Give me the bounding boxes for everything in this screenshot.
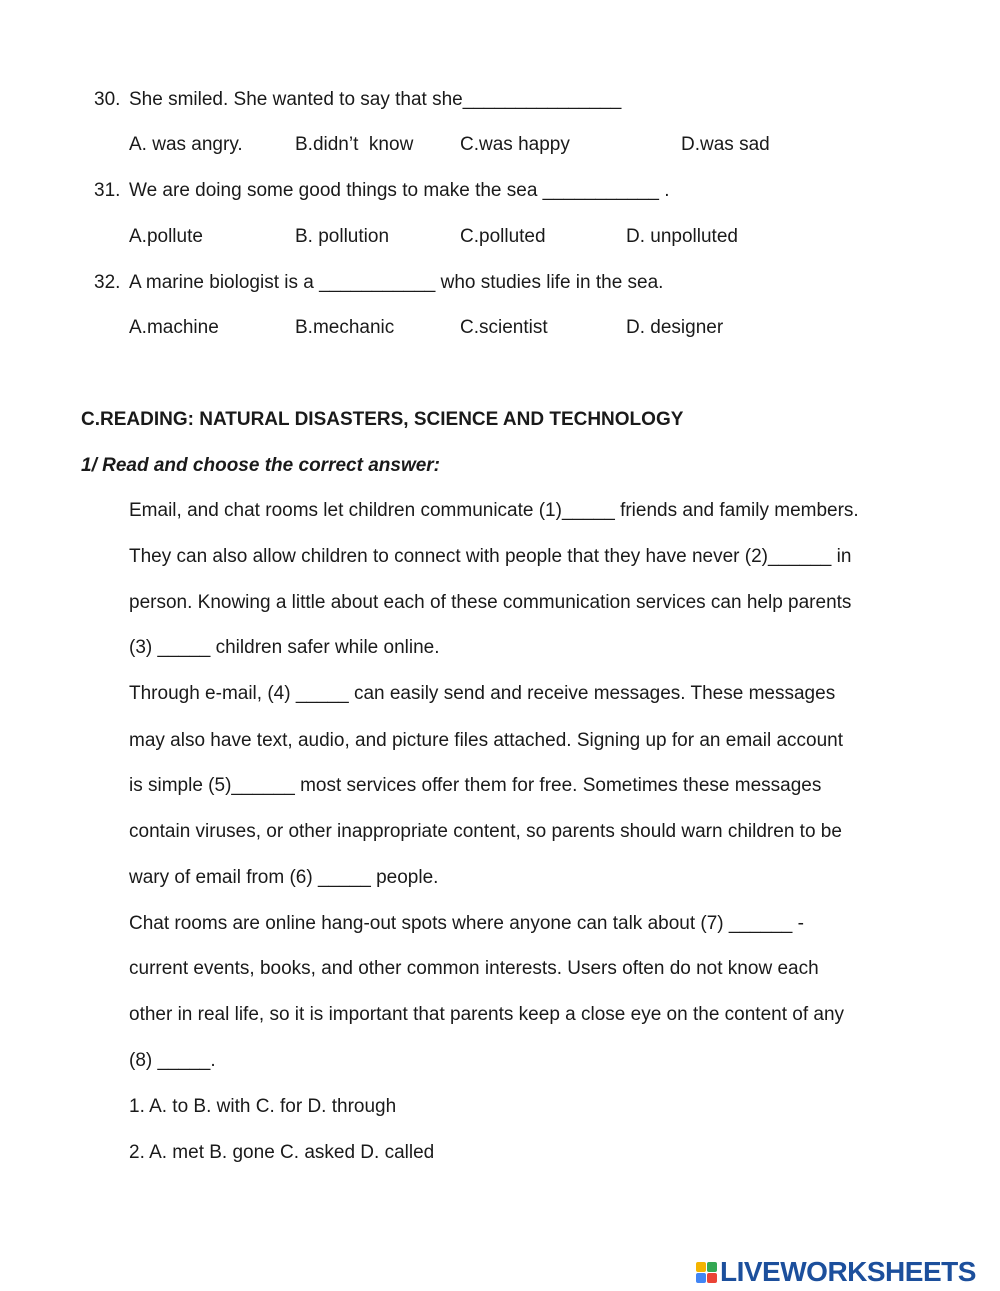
- question-31-text: We are doing some good things to make the sea ___________ .: [129, 180, 670, 201]
- passage-line: is simple (5)______ most services offer them for free. Sometimes these messages: [129, 775, 822, 796]
- logo-text: LIVEWORKSHEETS: [720, 1256, 976, 1287]
- passage-line: may also have text, audio, and picture files attached. Signing up for an email account: [129, 730, 843, 751]
- passage-line: current events, books, and other common interests. Users often do not know each: [129, 958, 819, 979]
- passage-line: Email, and chat rooms let children communicate (1)_____ friends and family members.: [129, 500, 859, 521]
- question-32-option-c: C.scientist: [460, 317, 548, 338]
- question-32-text: A marine biologist is a ___________ who studies life in the sea.: [129, 272, 664, 293]
- section-instruction: 1/ Read and choose the correct answer:: [81, 455, 441, 476]
- passage-line: contain viruses, or other inappropriate content, so parents should warn children to be: [129, 821, 842, 842]
- logo-tile: [696, 1262, 706, 1272]
- passage-line: (3) _____ children safer while online.: [129, 637, 440, 658]
- question-32-option-a: A.machine: [129, 317, 219, 338]
- question-30-option-b: B.didn’t know: [295, 134, 414, 155]
- passage-line: wary of email from (6) _____ people.: [129, 867, 439, 888]
- question-31-option-a: A.pollute: [129, 226, 203, 247]
- question-30-number: 30.: [94, 89, 121, 110]
- logo-tile: [707, 1273, 717, 1283]
- passage-line: person. Knowing a little about each of these communication services can help parents: [129, 592, 852, 613]
- logo-tile: [696, 1273, 706, 1283]
- passage-line: Through e-mail, (4) _____ can easily send and receive messages. These messages: [129, 683, 836, 704]
- answer-choice-2: 2. A. met B. gone C. asked D. called: [129, 1142, 435, 1163]
- section-title: C.READING: NATURAL DISASTERS, SCIENCE AND TECHNOLOGY: [81, 409, 684, 430]
- answer-choice-1: 1. A. to B. with C. for D. through: [129, 1096, 397, 1117]
- question-32-option-b: B.mechanic: [295, 317, 395, 338]
- passage-line: They can also allow children to connect with people that they have never (2)______ in: [129, 546, 852, 567]
- question-30-option-a: A. was angry.: [129, 134, 243, 155]
- question-32-number: 32.: [94, 272, 121, 293]
- question-31-option-c: C.polluted: [460, 226, 546, 247]
- logo-tile: [707, 1262, 717, 1272]
- passage-line: other in real life, so it is important that parents keep a close eye on the content of any: [129, 1004, 845, 1025]
- question-30-text: She smiled. She wanted to say that she_______________: [129, 89, 622, 110]
- question-31-option-d: D. unpolluted: [626, 226, 738, 247]
- question-30-option-d: D.was sad: [681, 134, 770, 155]
- passage-line: (8) _____.: [129, 1050, 216, 1071]
- logo-tiles-icon: [696, 1262, 717, 1283]
- question-32-option-d: D. designer: [626, 317, 724, 338]
- question-30-option-c: C.was happy: [460, 134, 570, 155]
- question-31-number: 31.: [94, 180, 121, 201]
- liveworksheets-logo: [696, 1257, 976, 1287]
- question-31-option-b: B. pollution: [295, 226, 390, 247]
- passage-line: Chat rooms are online hang-out spots where anyone can talk about (7) ______ -: [129, 913, 804, 934]
